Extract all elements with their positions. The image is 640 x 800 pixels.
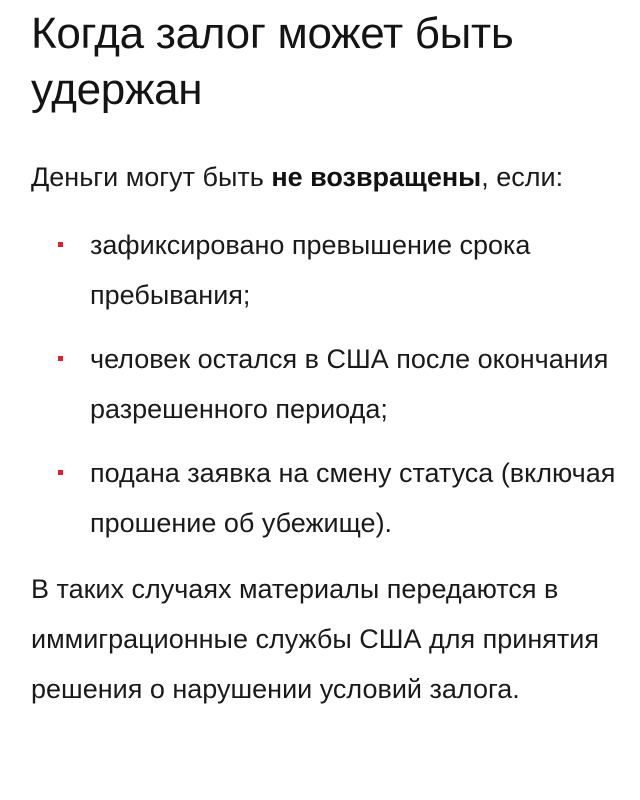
outro-paragraph: В таких случаях материалы передаются в иммиграционные службы США для принятия решения о нарушении условий залога.: [31, 574, 599, 704]
square-bullet-icon: [58, 356, 63, 361]
intro-text-start: Деньги могут быть: [31, 162, 272, 192]
intro-paragraph: [31, 152, 618, 202]
intro-bold-text: не возвращены: [271, 162, 482, 192]
intro-text-end: , если:: [481, 162, 564, 192]
square-bullet-icon: [58, 470, 63, 475]
list-item: [31, 334, 618, 434]
article-heading: Когда залог может быть удержан: [31, 9, 514, 114]
square-bullet-icon: [58, 242, 63, 247]
list-item-text: подана заявка на смену статуса (включая прошение об убежище).: [90, 458, 616, 538]
list-item-text: человек остался в США после окончания разрешенного периода;: [90, 344, 609, 424]
conditions-list: [31, 220, 618, 548]
list-item: [31, 448, 618, 548]
list-item: [31, 220, 618, 320]
list-item-text: зафиксировано превышение срока пребывания;: [90, 230, 531, 310]
